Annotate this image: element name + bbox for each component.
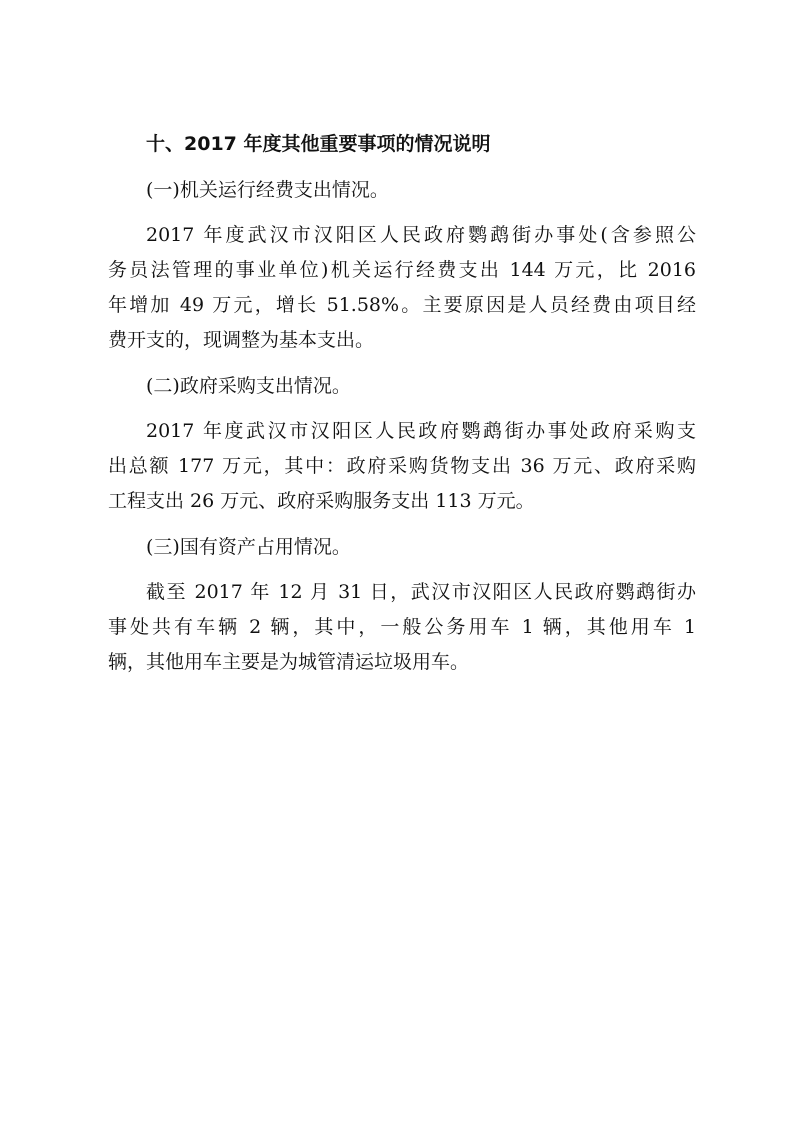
paragraph-line: 出总额 177 万元，其中：政府采购货物支出 36 万元、政府采购 <box>108 455 696 477</box>
paragraph-line: 工程支出 26 万元、政府采购服务支出 113 万元。 <box>108 490 535 512</box>
subheading-operating-expenses: (一)机关运行经费支出情况。 <box>146 179 389 201</box>
paragraph-procurement <box>108 414 696 519</box>
paragraph-operating-expenses <box>108 218 696 358</box>
paragraph-line: 年增加 49 万元，增长 51.58%。主要原因是人员经费由项目经 <box>108 294 696 316</box>
paragraph-line: 务员法管理的事业单位)机关运行经费支出 144 万元，比 2016 <box>108 259 696 281</box>
paragraph-line: 辆，其他用车主要是为城管清运垃圾用车。 <box>108 651 470 673</box>
paragraph-line: 费开支的，现调整为基本支出。 <box>108 329 375 351</box>
subheading-state-assets: (三)国有资产占用情况。 <box>146 536 351 558</box>
section-heading: 十、2017 年度其他重要事项的情况说明 <box>146 133 491 155</box>
paragraph-line: 2017 年度武汉市汉阳区人民政府鹦鹉街办事处政府采购支 <box>146 420 696 442</box>
subheading-procurement: (二)政府采购支出情况。 <box>146 375 351 397</box>
document-content <box>108 126 696 680</box>
paragraph-state-assets <box>108 575 696 680</box>
paragraph-line: 截至 2017 年 12 月 31 日，武汉市汉阳区人民政府鹦鹉街办 <box>146 581 696 603</box>
paragraph-line: 事处共有车辆 2 辆，其中，一般公务用车 1 辆，其他用车 1 <box>108 616 696 638</box>
paragraph-line: 2017 年度武汉市汉阳区人民政府鹦鹉街办事处(含参照公 <box>146 224 696 246</box>
